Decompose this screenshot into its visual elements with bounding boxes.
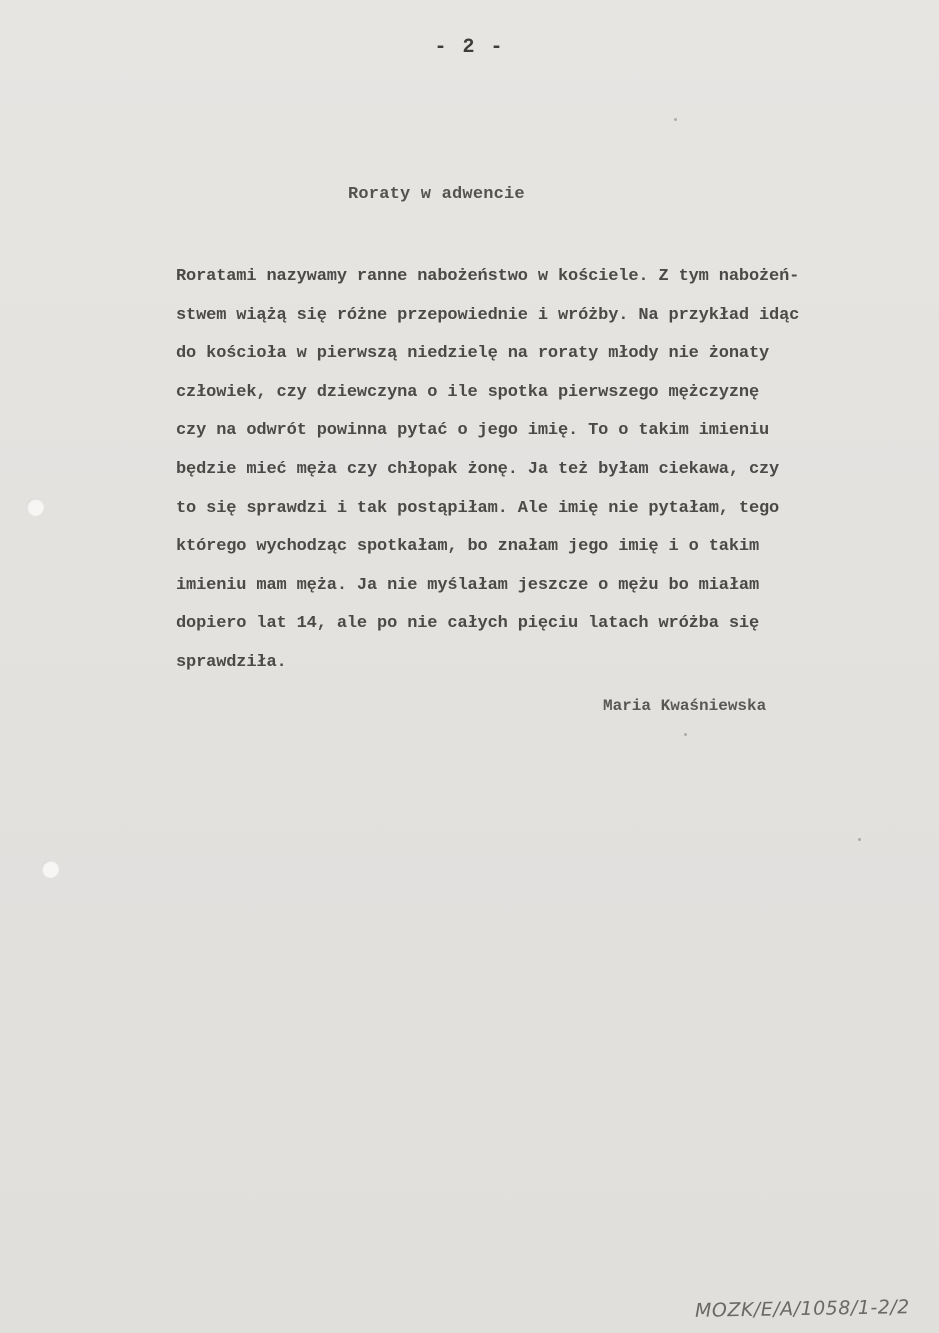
document-title: Roraty w adwencie <box>348 185 525 204</box>
body-line: dopiero lat 14, ale po nie całych pięciu latach wróżba się <box>176 614 759 634</box>
body-line: Roratami nazywamy ranne nabożeństwo w kościele. Z tym nabożeń- <box>176 267 800 286</box>
body-line: sprawdziła. <box>176 652 287 672</box>
signature: Maria Kwaśniewska <box>603 697 767 715</box>
archive-reference: MOZK/E/A/1058/1-2/2 <box>694 1296 910 1322</box>
body-text <box>176 258 906 683</box>
punch-hole-top <box>26 498 44 516</box>
body-line: czy na odwrót powinna pytać o jego imię. To o takim imieniu <box>176 421 770 441</box>
punch-hole-bottom <box>41 860 59 878</box>
body-line: będzie mieć męża czy chłopak żonę. Ja też byłam ciekawa, czy <box>176 459 780 479</box>
body-line: stwem wiążą się różne przepowiednie i wróżby. Na przykład idąc <box>176 305 800 325</box>
paper-speck <box>684 733 687 736</box>
paper-speck <box>858 838 861 841</box>
body-line: imieniu mam męża. Ja nie myślałam jeszcze o mężu bo miałam <box>176 575 759 595</box>
paper-speck <box>674 118 677 121</box>
body-line: do kościoła w pierwszą niedzielę na roraty młody nie żonaty <box>176 344 770 364</box>
body-line: człowiek, czy dziewczyna o ile spotka pierwszego mężczyznę <box>176 382 759 402</box>
body-line: to się sprawdzi i tak postąpiłam. Ale imię nie pytałam, tego <box>176 498 780 518</box>
page-number: - 2 - <box>434 36 505 59</box>
body-line: którego wychodząc spotkałam, bo znałam jego imię i o takim <box>176 537 759 557</box>
